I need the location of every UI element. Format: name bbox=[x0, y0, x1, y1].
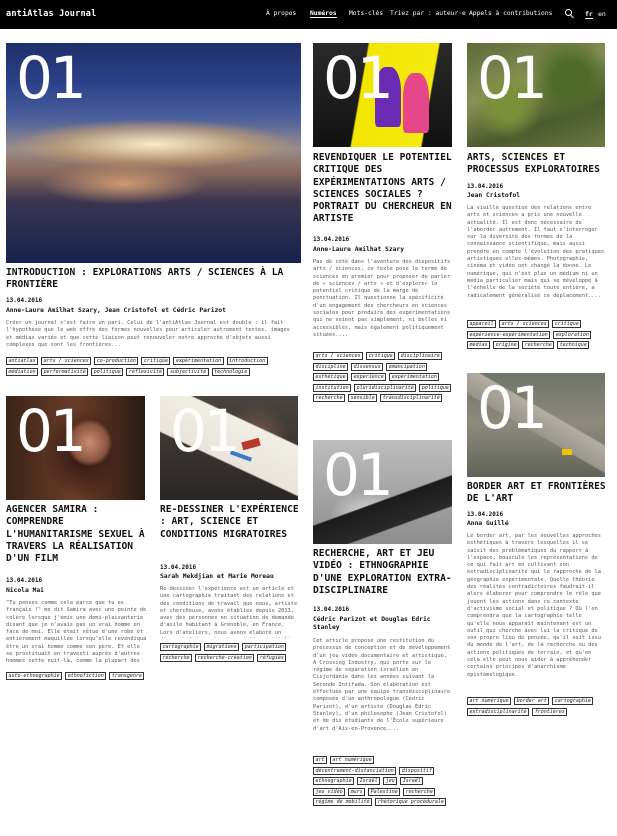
article-title[interactable]: REVENDIQUER LE POTENTIEL CRITIQUE DES EXPÉRIMENTATIONS ARTS / SCIENCES SOCIALES ? PORTRAIT DU CHERCHEUR EN ARTISTE bbox=[313, 152, 452, 225]
tag[interactable]: art bbox=[313, 756, 327, 764]
tag[interactable]: performativité bbox=[41, 368, 88, 376]
tag[interactable]: transdisciplinarité bbox=[380, 394, 442, 402]
tag[interactable]: recherche bbox=[403, 788, 435, 796]
article-thumbnail[interactable] bbox=[6, 43, 301, 263]
tag[interactable]: murs bbox=[348, 788, 365, 796]
tag[interactable]: décentrement-distanciation bbox=[313, 767, 396, 775]
article-authors[interactable]: Anne-Laure Amilhat Szary bbox=[313, 246, 404, 253]
lang-en[interactable]: en bbox=[598, 10, 606, 18]
tag[interactable]: frontières bbox=[532, 708, 567, 716]
tag[interactable]: réflexivité bbox=[126, 368, 164, 376]
tag[interactable]: arts / sciences bbox=[313, 352, 363, 360]
tag[interactable]: cartographie bbox=[552, 697, 593, 705]
tag[interactable]: expérience-expérimentation bbox=[467, 331, 550, 339]
article-tags bbox=[313, 352, 458, 402]
issue-number: 01 bbox=[16, 397, 84, 465]
tag[interactable]: ethnofiction bbox=[65, 672, 106, 680]
article-thumbnail[interactable] bbox=[467, 43, 605, 147]
tag[interactable]: sensible bbox=[348, 394, 377, 402]
tag[interactable]: discipline bbox=[313, 363, 348, 371]
tag[interactable]: participation bbox=[242, 643, 286, 651]
tag[interactable]: médias bbox=[467, 341, 490, 349]
tag[interactable]: institution bbox=[313, 384, 351, 392]
issue-number: 01 bbox=[323, 44, 391, 112]
nav-issues[interactable]: Numéros bbox=[310, 10, 337, 17]
article-excerpt: Pas de côté dans l'aventure des dispositifs arts / sciences, ce texte pose le terme de sciences en premier pour proposer de parler de « sciences / arts » et d'explorer le potentiel critique de la marge de ponctuation. Il questionne la spécificité d'un engagement des chercheurs en sciences sociales pour produire des expérimentations qui ne soient pas simplement, ni belles ni accessibles, mais également politiquement situées.... bbox=[313, 259, 451, 338]
tag[interactable]: expérimentation bbox=[173, 357, 223, 365]
article-title[interactable]: RECHERCHE, ART ET JEU VIDÉO : ETHNOGRAPHIE D'UNE EXPLORATION EXTRA-DISCIPLINAIRE bbox=[313, 548, 452, 596]
tag[interactable]: Palestine bbox=[368, 788, 400, 796]
tag[interactable]: Israël bbox=[357, 777, 380, 785]
vehicle-detail bbox=[562, 449, 572, 455]
article-tags bbox=[313, 756, 458, 806]
tag[interactable]: politique bbox=[91, 368, 123, 376]
tag[interactable]: dispositif bbox=[399, 767, 434, 775]
article-date: 13.04.2016 bbox=[6, 297, 43, 304]
tag[interactable]: subjectivité bbox=[167, 368, 208, 376]
tag[interactable]: arts / sciences bbox=[41, 357, 91, 365]
tag[interactable]: appareil bbox=[467, 320, 496, 328]
tag[interactable]: transgenre bbox=[109, 672, 144, 680]
article-title[interactable]: BORDER ART ET FRONTIÈRES DE L'ART bbox=[467, 481, 606, 505]
article-date: 13.04.2016 bbox=[467, 511, 504, 518]
issue-number: 01 bbox=[16, 44, 84, 112]
tag[interactable]: recherche bbox=[313, 394, 345, 402]
tag[interactable]: exploration bbox=[553, 331, 591, 339]
article-thumbnail[interactable] bbox=[160, 396, 298, 500]
article-tags bbox=[467, 697, 607, 716]
tag[interactable]: technologie bbox=[212, 368, 250, 376]
tag[interactable]: expérimentation bbox=[389, 373, 439, 381]
issue-number: 01 bbox=[477, 44, 545, 112]
article-authors[interactable]: Cédric Parizot et Douglas Edric Stanley bbox=[313, 616, 431, 631]
lang-fr[interactable]: fr bbox=[585, 10, 593, 18]
tag[interactable]: migrations bbox=[204, 643, 239, 651]
tag[interactable]: extradisciplinarité bbox=[467, 708, 529, 716]
article-authors[interactable]: Nicola Mai bbox=[6, 587, 44, 594]
tag[interactable]: art numérique bbox=[330, 756, 374, 764]
article-thumbnail[interactable] bbox=[313, 43, 452, 147]
tag[interactable]: co-production bbox=[94, 357, 138, 365]
article-authors[interactable]: Jean Cristofol bbox=[467, 192, 521, 199]
article-thumbnail[interactable] bbox=[467, 373, 605, 477]
article-tags bbox=[6, 357, 301, 376]
tag[interactable]: introduction bbox=[227, 357, 268, 365]
article-excerpt: Cet article propose une restitution du processus de conception et de développement d'un jeu vidéo documentaire et artistique, A Crossing Industry, qui porte sur le régime de séparation israélien en Cisjordanie dans les années suivant la Seconde Intifada. Son élaboration est effectuée par une équipe transdisciplinaire composée d'un anthropologue (Cédric Parizot), d'un artiste (Douglas Edric Stanley), d'un philosophe (Jean Cristofol) et de dix étudiants de l'École supérieure d'art d'Aix-en-Provence.... bbox=[313, 638, 451, 732]
tag[interactable]: émancipation bbox=[386, 363, 427, 371]
nav-sort-by-author[interactable]: Triez par : auteur·e bbox=[390, 10, 466, 17]
issue-number: 01 bbox=[323, 441, 391, 509]
article-excerpt: Créer un journal c'est faire un pari. Celui de l'antiAtlas Journal est double : il fait l'hypothèse que le web offre des formes nouvelles pour articuler autrement textes, images et médias variés et que cette liaison peut renouveler notre approche d'objets aussi complexes que sont les frontières... bbox=[6, 320, 290, 348]
issue-number: 01 bbox=[477, 374, 545, 442]
article-excerpt: "Tu penses comme cela parce que tu es français !" me dit Samira avec une pointe de colère lorsque j'émis une demi-plaisanterie disant que je n'avais pas un vrai homme en face de moi. Elle était vêtue d'une robe et entièrement maquillée lorsqu'elle revendiqua être un vrai homme comme son père. Et elle se prostituait en travesti auprès d'autres hommes cette nuit-là, comme la plupart des bbox=[6, 600, 147, 665]
tag[interactable]: critique bbox=[141, 357, 170, 365]
tag[interactable]: arts / sciences bbox=[499, 320, 549, 328]
article-authors[interactable]: Anne-Laure Amilhat Szary, Jean Cristofol et Cédric Parizot bbox=[6, 307, 226, 314]
tag[interactable]: cartographie bbox=[160, 643, 201, 651]
tag[interactable]: expérience bbox=[351, 373, 386, 381]
tag[interactable]: Israël bbox=[400, 777, 423, 785]
top-navigation-bar bbox=[0, 0, 617, 29]
article-date: 13.04.2016 bbox=[160, 564, 197, 571]
tag[interactable]: recherche bbox=[160, 654, 192, 662]
tag[interactable]: recherche bbox=[522, 341, 554, 349]
nav-calls-for-contributions[interactable]: Appels à contributions bbox=[469, 10, 553, 17]
tag[interactable]: médiation bbox=[6, 368, 38, 376]
article-date: 13.04.2016 bbox=[313, 236, 350, 243]
tag[interactable]: politique bbox=[419, 384, 451, 392]
issue-number: 01 bbox=[170, 397, 238, 465]
tag[interactable]: jeu vidéo bbox=[313, 788, 345, 796]
tag[interactable]: réfugiés bbox=[257, 654, 286, 662]
article-authors[interactable]: Sarah Mekdjian et Marie Moreau bbox=[160, 573, 274, 580]
tag[interactable]: recherche-création bbox=[195, 654, 254, 662]
figure-silhouette bbox=[403, 73, 429, 133]
nav-keywords[interactable]: Mots-clés bbox=[349, 10, 384, 17]
tag[interactable]: critique bbox=[552, 320, 581, 328]
tag[interactable]: jeu bbox=[383, 777, 397, 785]
article-tags bbox=[6, 672, 146, 680]
article-excerpt: La vieille question des relations entre arts et sciences a pris une nouvelle actualité. Il est donc nécessaire de l'aborder autrement. Il faut s'interroger sur la diversité des formes de la connaissance scientifique, mais aussi prendre en compte l'évolution des pratiques artistiques elles-mêmes. Photographie, cinéma et vidéo ont changé la donne. Le numérique, qui n'est plus un médium ni un média particulier mais qui se développe à l'échelle de la société toute entière, a radicalement généralisé ce déplacement.... bbox=[467, 205, 605, 299]
article-excerpt: Re-dessiner l'expérience est un article et une cartographie traitant des relations et des conditions de travail que nous, artiste et chercheuse, avons établies depuis 2013, avec des personnes en situation de demande d'asile habitant à Grenoble, en France. Lors d'ateliers, nous avons élaboré un bbox=[160, 586, 298, 636]
tag[interactable]: art numérique bbox=[467, 697, 511, 705]
article-title[interactable]: INTRODUCTION : EXPLORATIONS ARTS / SCIENCES À LA FRONTIÈRE bbox=[6, 267, 284, 291]
article-thumbnail[interactable] bbox=[6, 396, 145, 500]
tag[interactable]: pluridisciplinarité bbox=[354, 384, 416, 392]
tag[interactable]: border art bbox=[514, 697, 549, 705]
site-logo[interactable]: antiAtlas Journal bbox=[6, 9, 97, 19]
search-icon[interactable] bbox=[565, 9, 574, 19]
tag[interactable]: technique bbox=[557, 341, 589, 349]
map-detail bbox=[241, 438, 260, 450]
tag[interactable]: disciplinaire bbox=[398, 352, 442, 360]
tag[interactable]: critique bbox=[366, 352, 395, 360]
article-date: 13.04.2016 bbox=[467, 183, 504, 190]
article-title[interactable]: RE-DESSINER L'EXPÉRIENCE : ART, SCIENCE ET CONDITIONS MIGRATOIRES bbox=[160, 504, 299, 540]
article-tags bbox=[467, 320, 607, 349]
tag[interactable]: origine bbox=[493, 341, 519, 349]
article-title[interactable]: ARTS, SCIENCES ET PROCESSUS EXPLORATOIRES bbox=[467, 152, 600, 176]
article-date: 13.04.2016 bbox=[313, 606, 350, 613]
tag[interactable]: auto-ethnographie bbox=[6, 672, 62, 680]
tag[interactable]: dissensus bbox=[351, 363, 383, 371]
tag[interactable]: rhétorique procédurale bbox=[375, 798, 446, 806]
article-tags bbox=[160, 643, 300, 662]
tag[interactable]: régime de mobilité bbox=[313, 798, 372, 806]
tag[interactable]: esthétique bbox=[313, 373, 348, 381]
nav-about[interactable]: À propos bbox=[266, 10, 297, 17]
article-authors[interactable]: Anna Guillé bbox=[467, 520, 509, 527]
tag[interactable]: ethnographie bbox=[313, 777, 354, 785]
article-title[interactable]: AGENCER SAMIRA : COMPRENDRE L'HUMANITARISME SEXUEL À TRAVERS LA RÉALISATION D'UN FILM bbox=[6, 504, 145, 565]
article-date: 13.04.2016 bbox=[6, 577, 43, 584]
article-excerpt: Le border art, par les nouvelles approches esthétiques à travers lesquelles il se saisit des problématiques du rapport à l'espace, bouscule les représentations de ce qui fait art en cultivant son extradisciplinarité qui le rapproche de la géographie expérimentale. Quelle théorie des réalités contradictoires faudrait-il alors élaborer pour comprendre le rôle que jouent les actions dans ce contexte d'activisme social et politique ? Où l'on comprendra que la cartographie telle qu'elle nous apparaît maintenant est un outil qui cherche avec lui la critique de son propre lieu de pensée, qu'il soit issu du monde de l'art, de la recherche ou des actions politiques de terrain, et qu'en cela elle peut nous aider à appréhender certains principes d'anarchisme épistémologique. bbox=[467, 533, 601, 678]
tag[interactable]: antiatlas bbox=[6, 357, 38, 365]
article-thumbnail[interactable] bbox=[313, 440, 452, 544]
